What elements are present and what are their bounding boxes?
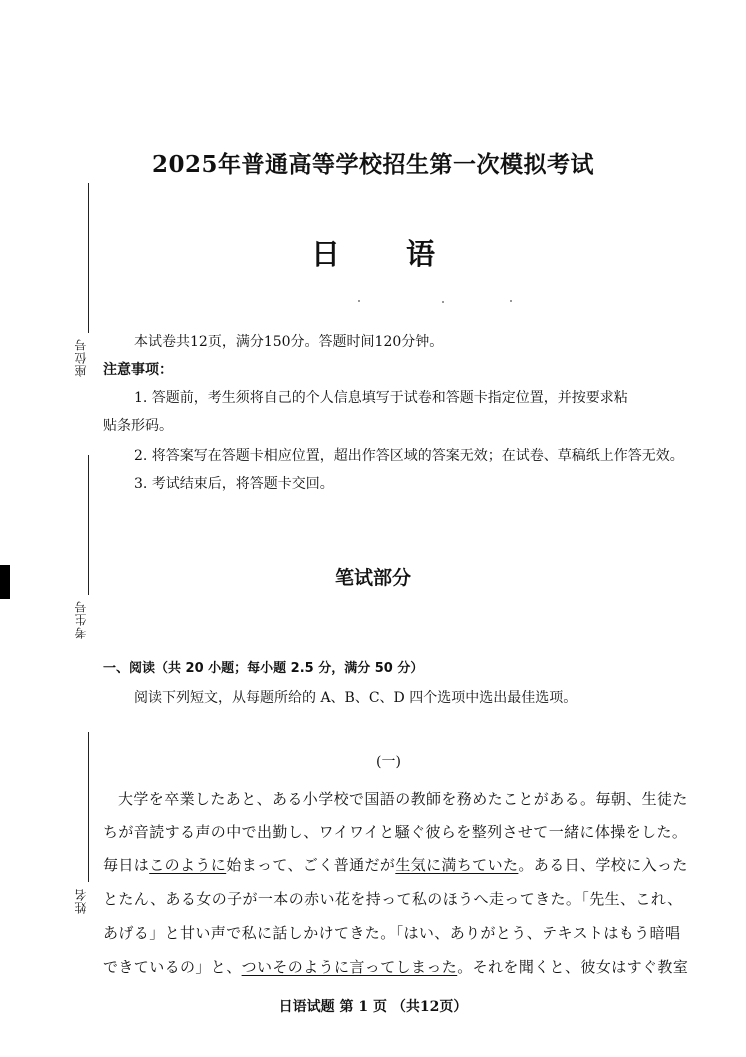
underlined-phrase: このように [149, 856, 227, 874]
passage-line [103, 956, 688, 977]
part-instruction: 阅读下列短文，从每题所给的 A、B、C、D 四个选项中选出最佳选项。 [134, 690, 578, 706]
exam-title: 2025年普通高等学校招生第一次模拟考试 [151, 151, 594, 178]
section-title: 笔试部分 [334, 567, 411, 589]
note-3: 3. 考试结束后，将答题卡交回。 [134, 476, 334, 492]
passage-line: あげる」と甘い声で私に話しかけてきた。「はい、ありがとう、テキストはもう暗唱 [103, 924, 681, 942]
passage-line [103, 854, 688, 875]
passage-line: 大学を卒業したあと、ある小学校で国語の教師を務めたことがある。毎朝、生徒た [118, 790, 688, 808]
seat-label: 座位号 [74, 338, 88, 377]
passage-text: 。ある日、学校に入った [518, 856, 688, 874]
passage-text: 。それを聞くと、彼女はすぐ教室 [457, 958, 689, 976]
part-heading: 一、阅读（共 20 小题；每小题 2.5 分，满分 50 分） [103, 661, 424, 676]
note-2: 2. 将答案写在答题卡相应位置，超出作答区域的答案无效；在试卷、草稿纸上作答无效。 [134, 448, 684, 464]
passage-text: 始まって、ごく普通だが [226, 856, 396, 874]
exam-number-label: 考生号 [74, 600, 88, 639]
passage-text: できているの」と、 [103, 958, 242, 976]
notes-heading: 注意事项： [103, 362, 173, 378]
subject-title: 日 语 [310, 237, 464, 271]
scan-speck [358, 300, 360, 302]
underlined-phrase: ついそのように言ってしまった [241, 958, 458, 976]
note-1-cont: 贴条形码。 [103, 418, 173, 434]
passage-line: とたん、ある女の子が一本の赤い花を持って私のほうへ走ってきた。「先生、これ、 [103, 890, 683, 908]
passage-number: (一) [376, 754, 401, 770]
passage-line: ちが音読する声の中で出勤し、ワイワイと騒ぐ彼らを整列させて一緒に体操をした。 [103, 823, 688, 841]
page-footer: 日语试题 第 1 页 （共12页） [278, 999, 468, 1015]
exam-summary: 本试卷共12页，满分150分。答题时间120分钟。 [134, 334, 444, 350]
name-label: 姓名 [74, 888, 88, 914]
underlined-phrase: 生気に満ちていた [395, 856, 519, 874]
scan-speck [510, 300, 512, 302]
note-1: 1. 答题前，考生须将自己的个人信息填写于试卷和答题卡指定位置，并按要求粘 [134, 390, 628, 406]
name-line [88, 732, 89, 882]
passage-text: 毎日は [103, 856, 150, 874]
scan-speck [442, 301, 444, 303]
